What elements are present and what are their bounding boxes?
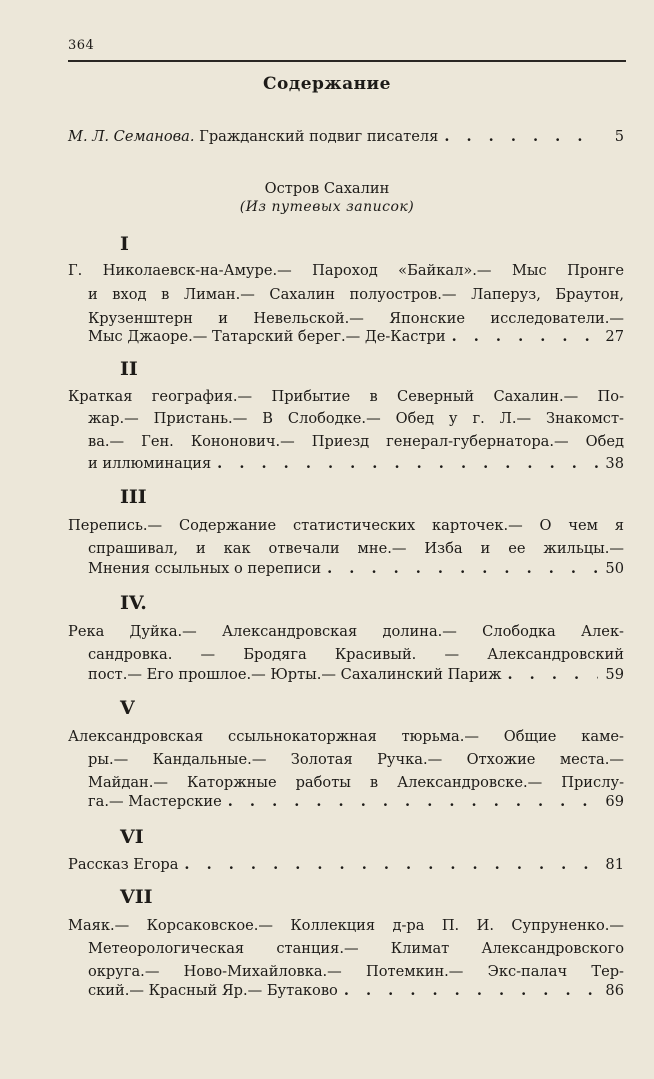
chapter-7-line-3: округа.— Ново-Михайловка.— Потемкин.— Экс-палач Тер-	[88, 963, 624, 980]
chapter-numeral-4: IV.	[120, 592, 147, 614]
chapter-5-last-line[interactable]	[88, 793, 624, 810]
chapter-2-line-4: и иллюминация	[88, 455, 212, 472]
chapter-1-line-4: Мыс Джаоре.— Татарский берег.— Де-Кастри	[88, 328, 446, 345]
dot-leader	[184, 856, 598, 873]
chapter-1-line-2: и вход в Лиман.— Сахалин полуостров.— Лаперуз, Браутон,	[88, 286, 624, 303]
chapter-4-line-1: Река Дуйка.— Александровская долина.— Слободка Алек-	[68, 623, 624, 640]
chapter-5-line-4: га.— Мастерские	[88, 793, 222, 810]
chapter-6-line[interactable]	[68, 856, 624, 873]
chapter-numeral-6: VI	[120, 826, 144, 848]
toc-entry-intro[interactable]	[68, 128, 624, 145]
dot-leader	[228, 793, 598, 810]
dot-leader	[508, 666, 599, 683]
chapter-7-line-2: Метеорологическая станция.— Климат Александровского	[88, 940, 624, 957]
chapter-2-line-1: Краткая география.— Прибытие в Северный Сахалин.— По-	[68, 388, 624, 405]
intro-author: М. Л. Семанова.	[68, 128, 195, 145]
chapter-5-line-1: Александровская ссыльнокаторжная тюрьма.— Общие каме-	[68, 728, 624, 745]
part-title: Остров Сахалин	[264, 180, 390, 197]
dot-leader	[452, 328, 598, 345]
chapter-numeral-3: III	[120, 486, 147, 508]
chapter-2-last-line[interactable]	[88, 455, 624, 472]
chapter-3-line-1: Перепись.— Содержание статистических карточек.— О чем я	[68, 517, 624, 534]
intro-title: Гражданский подвиг писателя	[199, 128, 439, 145]
chapter-5-line-2: ры.— Кандальные.— Золотая Ручка.— Отхожие места.—	[88, 751, 624, 768]
page-number: 364	[68, 38, 95, 53]
chapter-4-last-line[interactable]	[88, 666, 624, 683]
chapter-2-line-2: жар.— Пристань.— В Слободке.— Обед у г. Л.— Знакомст-	[88, 410, 624, 427]
chapter-1-last-line[interactable]	[88, 328, 624, 345]
chapter-4-line-3: пост.— Его прошлое.— Юрты.— Сахалинский Париж	[88, 666, 502, 683]
chapter-7-line-4: ский.— Красный Яр.— Бутаково	[88, 982, 338, 999]
chapter-3-last-line[interactable]	[88, 560, 624, 577]
dot-leader	[217, 455, 598, 472]
chapter-5-page: 69	[605, 793, 624, 810]
chapter-7-last-line[interactable]	[88, 982, 624, 999]
chapter-6-line-1: Рассказ Егора	[68, 856, 179, 873]
page-title: Содержание	[263, 74, 391, 94]
chapter-1-page: 27	[605, 328, 624, 345]
chapter-numeral-5: V	[120, 697, 135, 719]
chapter-numeral-7: VII	[120, 886, 153, 908]
dot-leader	[327, 560, 598, 577]
dot-leader	[344, 982, 598, 999]
chapter-7-line-1: Маяк.— Корсаковское.— Коллекция д-ра П. И. Супруненко.—	[68, 917, 624, 934]
chapter-3-line-3: Мнения ссыльных о переписи	[88, 560, 322, 577]
chapter-numeral-2: II	[120, 358, 138, 380]
chapter-4-page: 59	[605, 666, 624, 683]
chapter-5-line-3: Майдан.— Каторжные работы в Александровске.— Прислу-	[88, 774, 624, 791]
dot-leader	[444, 128, 598, 145]
chapter-7-page: 86	[605, 982, 624, 999]
chapter-4-line-2: сандровка. — Бродяга Красивый. — Александровский	[88, 646, 624, 663]
intro-page: 5	[614, 128, 624, 145]
chapter-2-line-3: ва.— Ген. Кононович.— Приезд генерал-губернатора.— Обед	[88, 433, 624, 450]
chapter-1-line-3: Крузенштерн и Невельской.— Японские исследователи.—	[88, 310, 624, 327]
chapter-3-page: 50	[605, 560, 624, 577]
chapter-2-page: 38	[605, 455, 624, 472]
chapter-1-line-1: Г. Николаевск-на-Амуре.— Пароход «Байкал».— Мыс Пронге	[68, 262, 624, 279]
header-rule	[68, 60, 626, 62]
chapter-numeral-1: I	[120, 233, 129, 255]
chapter-6-page: 81	[605, 856, 624, 873]
part-subtitle: (Из путевых записок)	[239, 199, 415, 215]
chapter-3-line-2: спрашивал, и как отвечали мне.— Изба и ее жильцы.—	[88, 540, 624, 557]
